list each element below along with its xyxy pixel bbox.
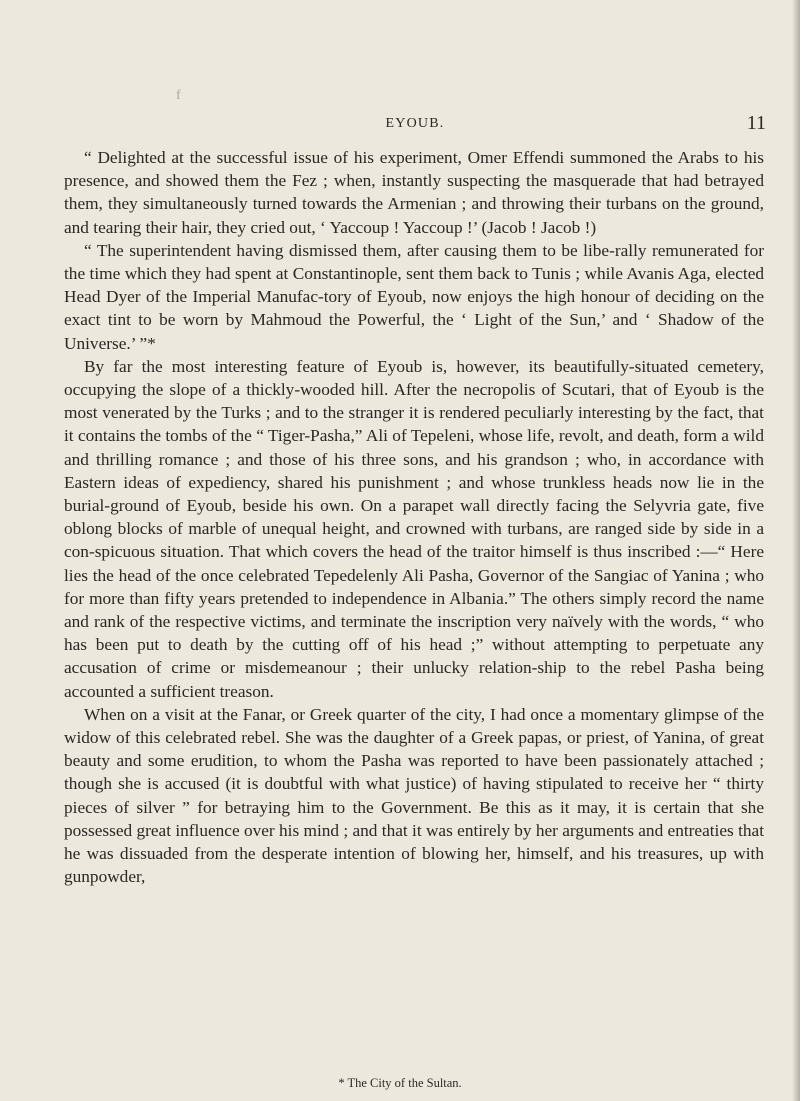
stray-mark: f: [176, 88, 181, 103]
running-title: EYOUB.: [385, 116, 445, 131]
page-body: [64, 146, 764, 889]
page-number: 11: [746, 112, 766, 134]
page-header: [64, 112, 766, 138]
paragraph: By far the most interesting feature of Eyoub is, however, its beautifully-situated cemetery, occupying the slope of a thickly-wooded hill. After the necropolis of Scutari, that of Eyoub is the most venerated by the Turks ; and to the stranger it is rendered peculiarly interesting by the fact, that it contains the tombs of the “ Tiger-Pasha,” Ali of Tepeleni, whose life, revolt, and death, form a wild and thrilling romance ; and those of his three sons, and his grandson ; who, in accordance with Eastern ideas of expediency, shared his punishment ; and whose trunkless heads now lie in the burial-ground of Eyoub, beside his own. On a parapet wall directly facing the Selyvria gate, five oblong blocks of marble of unequal height, and crowned with turbans, are ranged side by side in a con-spicuous situation. That which covers the head of the traitor himself is thus inscribed :—“ Here lies the head of the once celebrated Tepedelenly Ali Pasha, Governor of the Sangiac of Yanina ; who for more than fifty years pretended to independence in Albania.” The others simply record the name and rank of the respective victims, and terminate the inscription very naïvely with the words, “ who has been put to death by the cutting off of his head ;” without attempting to perpetuate any accusation of crime or misdemeanour ; their unlucky relation-ship to the rebel Pasha being accounted a sufficient treason.: [64, 356, 764, 701]
paragraph: “ The superintendent having dismissed them, after causing them to be libe-rally remunerated for the time which they had spent at Constantinople, sent them back to Tunis ; while Avanis Aga, elected Head Dyer of the Imperial Manufac-tory of Eyoub, now enjoys the high honour of deciding on the exact tint to be worn by Mahmoud the Powerful, the ‘ Light of the Sun,’ and ‘ Shadow of the Universe.’ ”*: [64, 240, 764, 353]
footnote: * The City of the Sultan.: [338, 1076, 462, 1090]
paragraph: “ Delighted at the successful issue of his experiment, Omer Effendi summoned the Arabs to his presence, and showed them the Fez ; when, instantly suspecting the masquerade that had betrayed them, they simultaneously turned towards the Armenian ; and throwing their turbans on the ground, and tearing their hair, they cried out, ‘ Yaccoup ! Yaccoup !’ (Jacob ! Jacob !): [64, 148, 764, 237]
paragraph: When on a visit at the Fanar, or Greek quarter of the city, I had once a momentary glimpse of the widow of this celebrated rebel. She was the daughter of a Greek papas, or priest, of Yanina, of great beauty and some erudition, to whom the Pasha was reported to have been passionately attached ; though she is accused (it is doubtful with what justice) of having stipulated to receive her “ thirty pieces of silver ” for betraying him to the Government. Be this as it may, it is certain that she possessed great influence over his mind ; and that it was entirely by her arguments and entreaties that he was dissuaded from the desperate intention of blowing her, himself, and his treasures, up with gunpowder,: [64, 704, 764, 887]
page-edge-shadow: [792, 0, 800, 1101]
